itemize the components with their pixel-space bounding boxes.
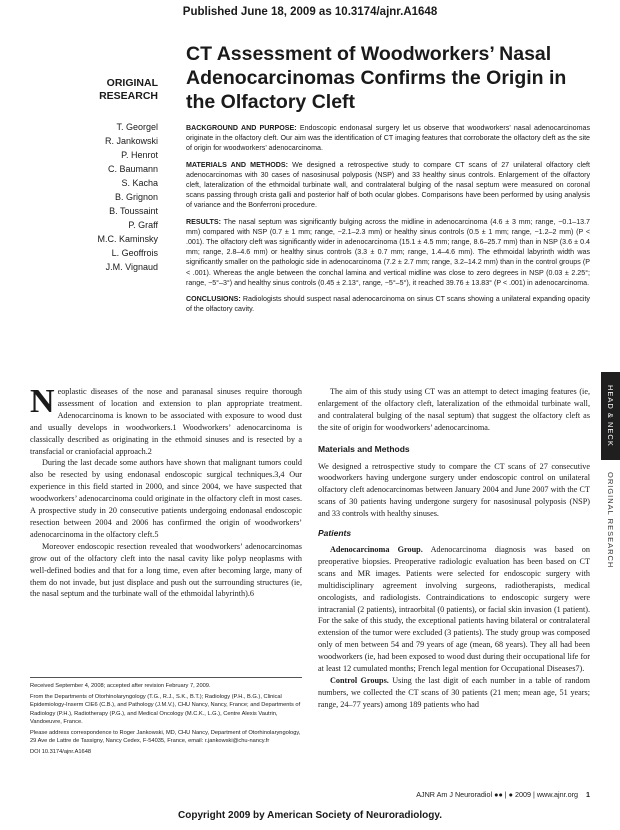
control-lead: Control Groups. <box>330 675 389 685</box>
page-footer <box>300 790 590 799</box>
footnote-divider <box>30 677 302 678</box>
copyright-notice: Copyright 2009 by American Society of Neuroradiology. <box>178 810 442 821</box>
side-section-label: ORIGINAL RESEARCH <box>606 471 615 569</box>
author: R. Jankowski <box>104 136 158 146</box>
adenocarcinoma-paragraph <box>318 544 590 675</box>
author: M.C. Kaminsky <box>97 234 158 244</box>
article-title: CT Assessment of Woodworkers’ Nasal Adenocarcinomas Confirms the Origin in the Olfactory Cleft <box>186 43 567 113</box>
correspondence-note: Please address correspondence to Roger Jankowski, MD, CHU Nancy, Department of Otorhinolaryngology, 29 Ave de Lattre de Tassigny, Nancy Cedex, F-54035, France, email: r.jankowski@chu-nancy.fr <box>30 730 301 745</box>
drop-cap: N <box>30 383 55 420</box>
abstract-text: The nasal septum was significantly bulging across the midline in adenocarcinoma (4.6 ± 3 mm; range, −0.1–13.7 mm) compared with NSP (0.7 ± 1 mm; range, −2.1–2.3 mm) or healthy sinus controls (0.5 ± 1 mm; range, −1.2–2 mm) (P < .001). The olfactory cleft was significantly wider in adenocarcinoma (15.1 ± 4.5 mm; range, 8.6–25.7 mm) than in NSP (3.6 ± 0.4 mm; range, 2.8–4.6 mm) or healthy sinus controls (3.3 ± 0.7 mm; range, 1.4–4.6 mm). The ethmoidal labyrinth width was significantly smaller on the pathologic side in adenocarcinoma (7.2 ± 2.7 mm; range, 3.2–14.2 mm) than in the control groups (P < .001). Whereas the angle between the conchal lamina and vertical midline was close to zero degrees in NSP (0.03 ± 2.25°; range, −5°–3°) and healthy sinus controls (0.45 ± 2.13°, range, −5°–5°), it reached 39.76 ± 13.83° (P < .001) in adenocarcinoma. <box>186 217 591 287</box>
article-notes <box>30 682 302 760</box>
intro-paragraph-1 <box>30 383 302 457</box>
abstract-conclusions <box>186 294 590 314</box>
methods-paragraph: We designed a retrospective study to compare the CT scans of 27 consecutive woodworkers having undergone surgery under endoscopic control on unilateral olfactory cleft adenocarcinomas between January 2004 and June 2007 with the CT scans of 30 patients having undergone surgery for nasosinusal polyposis (NSP) and 33 controls with healthy sinuses. <box>318 461 590 519</box>
abstract <box>186 123 590 320</box>
abstract-text: Endoscopic endonasal surgery let us observe that woodworkers’ nasal adenocarcinomas originate in the olfactory cleft. Our aim was the identification of CT imaging features that corroborate the olfactory cleft as the site of origin for woodworkers’ adenocarcinoma. <box>186 124 590 153</box>
abstract-label: CONCLUSIONS: <box>186 295 241 304</box>
intro-text: eoplastic diseases of the nose and paranasal sinuses require thorough assessment of location and extension to plan appropriate treatment. Adenocarcinoma is known to be associated with exposure to wood dust and usually develops in woodworkers.1 Woodworkers’ adenocarcinoma is classically described as originating in the ethmoid sinuses and is resected by a transfacial or craniofacial approach.2 <box>30 387 302 456</box>
methods-heading: Materials and Methods <box>318 443 410 454</box>
received-note: Received September 4, 2008; accepted after revision February 7, 2009. <box>30 683 211 689</box>
aim-paragraph: The aim of this study using CT was an attempt to detect imaging features (ie, enlargement of the olfactory cleft, lateralization of the ethmoidal turbinate wall, and contralateral bulging of the nasal septum) that suggest the olfactory cleft as the site of origin for woodworkers’ adenocarcinoma. <box>318 387 590 432</box>
author: B. Toussaint <box>109 206 158 216</box>
article-type-line-1: ORIGINAL <box>106 77 158 89</box>
abstract-results <box>186 217 590 288</box>
abstract-label: RESULTS: <box>186 217 221 226</box>
journal-footer: AJNR Am J Neuroradiol ●● | ● 2009 | www.ajnr.org <box>416 790 578 799</box>
author: J.M. Vignaud <box>105 262 158 272</box>
intro-paragraph-3: Moreover endoscopic resection revealed that woodworkers’ adenocarcinomas grow out of the olfactory cleft into the nasal cavity like polyp neoplasms with well-defined bodies and that for a long time, even after becoming large, many of them do not invade, but just displace and push out the surrounding structures (ie, the nasal septum and the turbinate wall of the ethmoidal labyrinth).6 <box>30 541 302 599</box>
patients-heading: Patients <box>318 528 352 539</box>
author: S. Kacha <box>121 178 158 188</box>
page-number: 1 <box>586 790 590 799</box>
adenocarcinoma-text: Adenocarcinoma diagnosis was based on preoperative biopsies. Preoperative radiologic evaluation has been based on CT scans and MR images. Patients were selected for endoscopic surgery with multidisciplinary agreement involving surgeons, radiotherapists, medical oncologists, and radiologists. Contraindications to endoscopic surgery were intracranial (2 patients), intraorbital (0 patients), or facial skin invasion (1 patient). For the sake of this study, the exceptional patients having bilateral or contralateral extension of the tumor were excluded (3 patients). The study group was composed only of men between 54 and 79 years of age (mean, 68 years). They all had been woodworkers (ie, had been exposed to wood dust during their occupational life for at least 12 cumulated months; French legal mention for Occupational Diseases7). <box>318 544 590 674</box>
intro-paragraph-2: During the last decade some authors have shown that malignant tumors could also be resected by using endonasal endoscopic surgical techniques.3,4 Our experience in this field started in 2000, and since 2004, we have suspected that woodworkers’ adenocarcinoma could originate in the olfactory cleft in most cases. A prospective study in 20 consecutive patients undergoing endonasal endoscopic resection between 2004 and 2006 has confirmed the origin of woodworkers’ adenocarcinoma in the olfactory cleft.5 <box>30 458 302 539</box>
affiliation-note: From the Departments of Otorhinolaryngology (T.G., R.J., S.K., B.T.); Radiology (P.H., B.G.), Clinical Epidemiology-Inserm CIE6 (C.B.), and Pathology (J.M.V.), CHU Nancy, Nancy, France; and Departments of Radiology (P.H.), Radiotherapy (P.G.), and Medical Oncology (M.C.K., L.G.), Centre Alexis Vautrin, Vandoeuvre, France. <box>30 694 301 725</box>
author: P. Graff <box>128 220 158 230</box>
article-type-line-2: RESEARCH <box>99 90 158 102</box>
control-text: Using the last digit of each number in a table of random numbers, we collected the CT scans of 30 patients (21 men; mean age, 51 years; range, 24–77 years) among 189 patients who had <box>318 675 590 709</box>
side-tab-label: HEAD & NECK <box>606 385 615 447</box>
abstract-background <box>186 123 590 154</box>
control-paragraph <box>318 675 590 711</box>
left-column <box>30 383 302 600</box>
abstract-label: BACKGROUND AND PURPOSE: <box>186 124 297 132</box>
author-list <box>50 120 158 274</box>
author: P. Henrot <box>121 150 158 160</box>
publication-banner: Published June 18, 2009 as 10.3174/ajnr.A1648 <box>182 6 438 18</box>
abstract-text: We designed a retrospective study to compare CT scans of 27 unilateral olfactory cleft adenocarcinomas with 30 cases of nasosinusal polyposis (NSP) and 33 healthy sinus controls. Enlargement of the olfactory cleft, lateralization of the ethmoidal turbinate wall, and contralateral bulging of the nasal septum were measured on coronal scans passing through crista galli and posterior half of both ocular globes. Comparisons have been performed by using analysis of variance and the Bonferroni procedure. <box>186 160 590 210</box>
author: L. Geoffrois <box>111 248 158 258</box>
doi-note: DOI 10.3174/ajnr.A1648 <box>30 749 92 756</box>
abstract-methods <box>186 160 590 211</box>
article-type-label <box>62 77 158 103</box>
author: C. Baumann <box>107 164 158 174</box>
abstract-text: Radiologists should suspect nasal adenocarcinoma on sinus CT scans showing a unilateral expanding opacity of the olfactory cavity. <box>186 295 590 314</box>
abstract-label: MATERIALS AND METHODS: <box>186 160 288 169</box>
adenocarcinoma-lead: Adenocarcinoma Group. <box>330 544 423 554</box>
right-column <box>318 386 590 711</box>
author: T. Georgel <box>116 122 158 132</box>
author: B. Grignon <box>114 192 158 202</box>
